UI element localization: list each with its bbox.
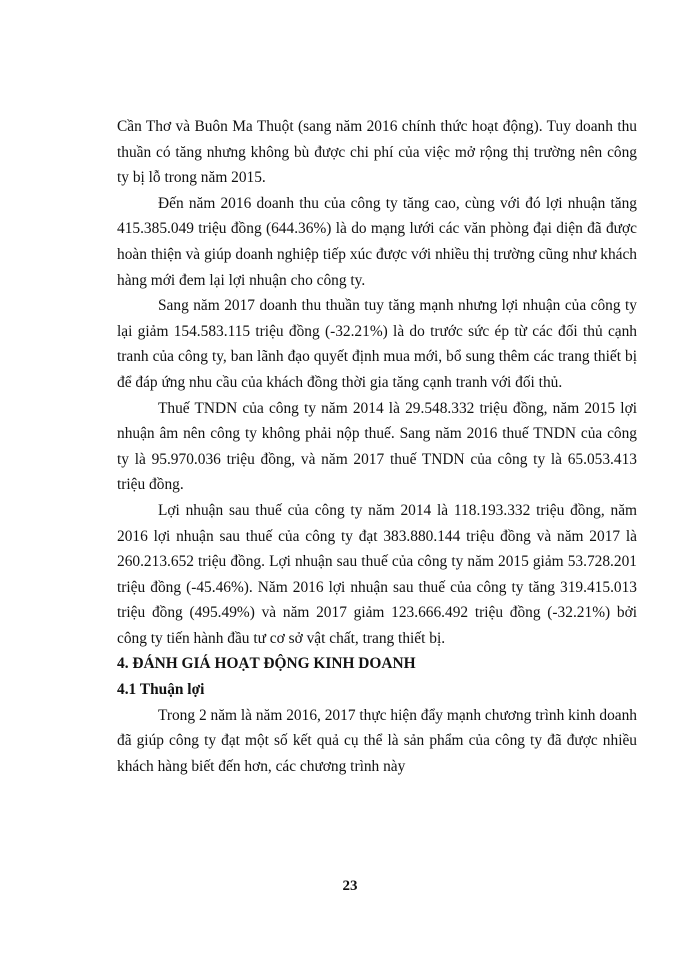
document-body — [117, 114, 637, 779]
paragraph-net-profit: Lợi nhuận sau thuế của công ty năm 2014 là 118.193.332 triệu đồng, năm 2016 lợi nhuận sau thuế của công ty đạt 383.880.144 triệu đồng và năm 2017 là 260.213.652 triệu đồng. Lợi nhuận sau thuế của công ty năm 2015 giảm 53.728.201 triệu đồng (-45.46%). Năm 2016 lợi nhuận sau thuế của công ty tăng 319.415.013 triệu đồng (495.49%) và năm 2017 giảm 123.666.492 triệu đồng (-32.21%) bởi công ty tiến hành đầu tư cơ sở vật chất, trang thiết bị. — [117, 501, 637, 647]
subsection-heading: 4.1 Thuận lợi — [117, 681, 205, 699]
paragraph-2017-profit: Sang năm 2017 doanh thu thuần tuy tăng mạnh nhưng lợi nhuận của công ty lại giảm 154.583.115 triệu đồng (-32.21%) là do trước sức ép từ các đối thủ cạnh tranh của công ty, ban lãnh đạo quyết định mua mới, bổ sung thêm các trang thiết bị để đáp ứng nhu cầu của khách đồng thời gia tăng cạnh tranh với đối thủ. — [117, 297, 637, 391]
paragraph-corporate-tax: Thuế TNDN của công ty năm 2014 là 29.548.332 triệu đồng, năm 2015 lợi nhuận âm nên công ty không phải nộp thuế. Sang năm 2016 thuế TNDN của công ty là 95.970.036 triệu đồng, và năm 2017 thuế TNDN của công ty là 65.053.413 triệu đồng. — [117, 399, 637, 494]
paragraph-continuation: Cần Thơ và Buôn Ma Thuột (sang năm 2016 chính thức hoạt động). Tuy doanh thu thuần có tăng nhưng không bù được chi phí của việc mở rộng thị trường nên công ty bị lỗ trong năm 2015. — [117, 118, 637, 187]
paragraph-2016-profit: Đến năm 2016 doanh thu của công ty tăng cao, cùng với đó lợi nhuận tăng 415.385.049 triệu đồng (644.36%) là do mạng lưới các văn phòng đại diện đã được hoàn thiện và giúp doanh nghiệp tiếp xúc được với nhiều thị trường cũng như khách hàng mới đem lại lợi nhuận cho công ty. — [117, 194, 637, 289]
paragraph-advantages: Trong 2 năm là năm 2016, 2017 thực hiện đẩy mạnh chương trình kinh doanh đã giúp công ty đạt một số kết quả cụ thể là sản phẩm của công ty đã được nhiều khách hàng biết đến hơn, các chương trình này — [117, 706, 637, 775]
section-heading: 4. ĐÁNH GIÁ HOẠT ĐỘNG KINH DOANH — [117, 655, 416, 673]
page-number: 23 — [342, 878, 358, 894]
